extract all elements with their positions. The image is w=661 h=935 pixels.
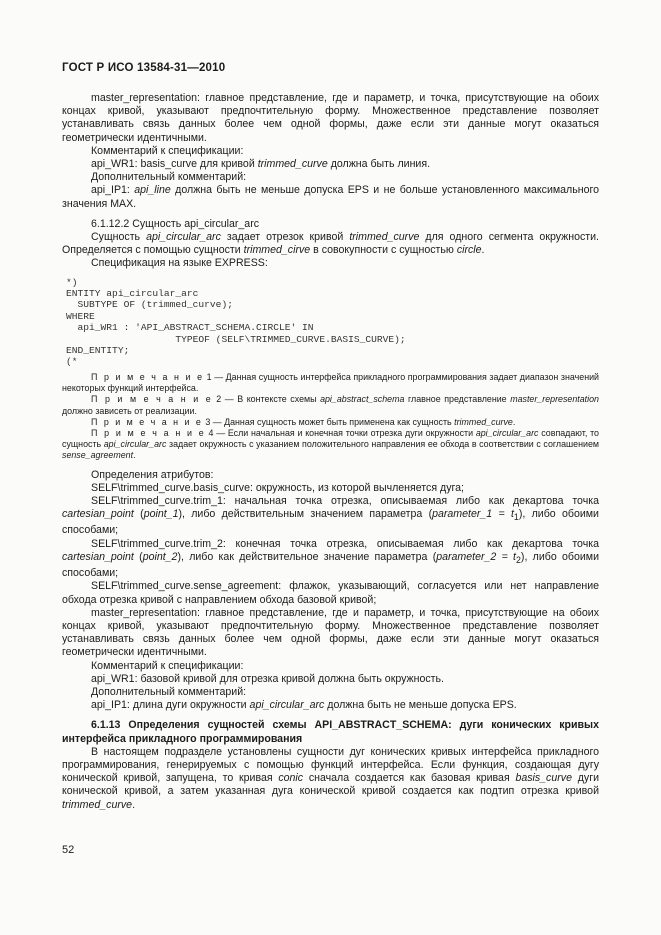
text-run: совпадают, то сущность xyxy=(62,427,599,450)
text-run: ( xyxy=(133,508,144,521)
italic-term: trimmed_cirve xyxy=(243,244,311,257)
italic-term: api_line xyxy=(134,184,171,197)
italic-term: point_1 xyxy=(143,508,179,521)
paragraph-master-representation-2: master_representation: главное представление, где и параметр, и точка, присутствующие на обоих концах кривой, указывают предпочтительную форму. Множественное представление позволяет устанавливать связь данных более чем одной формы, даже если эти данные могут оказаться геометрически идентичными. xyxy=(62,606,599,659)
italic-term: api_circular_arc xyxy=(103,439,167,450)
italic-term: trimmed_curve xyxy=(257,158,328,171)
italic-term: sense_agreement xyxy=(62,450,134,461)
paragraph-sense-agreement: SELF\trimmed_curve.sense_agreement: флажок, указывающий, согласуется или нет направление обхода отрезка кривой с направлением обхода базовой кривой; xyxy=(62,580,599,606)
italic-term: trimmed_curve xyxy=(62,798,133,811)
text-run: api_IP1: длина дуги окружности xyxy=(91,699,250,712)
paragraph-express-spec-label: Спецификация на языке EXPRESS: xyxy=(91,257,268,270)
italic-term: api_abstract_schema xyxy=(320,394,405,405)
text-run: 3 — Данная сущность может быть применена как сущность xyxy=(202,416,455,427)
paragraph-trim-1 xyxy=(62,495,599,538)
paragraph-basis-curve: SELF\trimmed_curve.basis_curve: окружность, из которой вычленяется дуга; xyxy=(91,481,464,494)
text-run: ), либо как действительное значение параметра ( xyxy=(177,550,437,563)
text-run: 1 — Данная сущность интерфейса прикладного программирования задает диапазон значений некоторых функций интерфейса. xyxy=(62,371,600,394)
subsection-heading-circular-arc: 6.1.12.2 Сущность api_circular_arc xyxy=(91,217,260,230)
text-run: . xyxy=(133,450,136,461)
text-run: сначала создается как базовая кривая xyxy=(303,772,516,785)
note-4 xyxy=(62,428,599,462)
italic-term: cartesian_point xyxy=(62,550,134,563)
text-run: SELF\trimmed_curve.trim_2: конечная точка отрезка, описываемая либо как декартова точка xyxy=(91,537,599,550)
text-run: ), либо обоими способами; xyxy=(62,508,599,537)
express-code-block: *) ENTITY api_circular_arc SUBTYPE OF (trimmed_curve); WHERE api_WR1 : 'API_ABSTRACT_SCHEMA.CIRCLE' IN TYPEOF (SELF\TRIMMED_CURVE.BASIS_CURVE); END_ENTITY; (* xyxy=(66,276,406,368)
text-run: ), либо обоими способами; xyxy=(62,550,599,580)
text-run: ), либо действительным значением параметра ( xyxy=(178,508,433,521)
note-label: П р и м е ч а н и е xyxy=(91,371,205,382)
text-run: дуги конической кривой, а затем указанная дуга конической кривой создается как подтип отрезка кривой xyxy=(62,772,599,798)
text-run: должна быть не меньше допуска EPS. xyxy=(324,699,517,712)
note-label: П р и м е ч а н и е xyxy=(91,416,203,427)
text-run: для одного сегмента окружности. Определяется с помощью сущности xyxy=(62,231,599,257)
note-label: П р и м е ч а н и е xyxy=(91,427,206,438)
italic-term: api_circular_arc xyxy=(249,699,325,712)
paragraph-conic-arcs xyxy=(62,746,599,812)
subscript: 1 xyxy=(513,512,519,523)
page-number: 52 xyxy=(62,844,75,856)
text-run: SELF\trimmed_curve.trim_1: начальная точка отрезка, описываемая либо как декартова точка xyxy=(91,494,599,507)
text-run: api_IP1: xyxy=(91,184,135,197)
subscript: 2 xyxy=(516,554,521,565)
italic-term: parameter_1 = t xyxy=(432,508,514,521)
note-2 xyxy=(62,394,599,416)
text-run: должна быть линия. xyxy=(327,158,431,171)
italic-term: trimmed_curve xyxy=(349,231,420,244)
text-run: задает отрезок кривой xyxy=(220,231,350,244)
text-run: . xyxy=(132,798,136,811)
text-run: Сущность xyxy=(91,231,147,244)
note-label: П р и м е ч а н и е xyxy=(91,394,213,405)
italic-term: trimmed_curve xyxy=(454,416,513,427)
italic-term: cartesian_point xyxy=(62,508,134,521)
italic-term: conic xyxy=(278,772,304,785)
text-run: главное представление xyxy=(404,394,511,405)
italic-term: api_circular_arc xyxy=(146,231,221,244)
paragraph-spec-comment-label: Комментарий к спецификации: xyxy=(91,144,244,157)
italic-term: master_representation xyxy=(510,394,599,405)
note-1 xyxy=(62,372,599,394)
paragraph-circular-arc-description xyxy=(62,231,599,257)
text-run: в совокупности с сущностью xyxy=(310,244,457,257)
page-body xyxy=(62,92,599,812)
section-heading-conic-arcs: 6.1.13 Определения сущностей схемы API_ABSTRACT_SCHEMA: дуги конических кривых интерфейса прикладного программирования xyxy=(62,719,599,745)
note-3 xyxy=(62,417,599,428)
text-run: . xyxy=(481,244,485,257)
paragraph-master-representation: master_representation: главное представление, где и параметр, и точка, присутствующие на обоих концах кривой, указывают предпочтительную форму. Множественное представление позволяет устанавливать связь данных более чем одной формы, даже если эти данные могут оказаться геометрически идентичными. xyxy=(62,92,599,144)
italic-term: point_2 xyxy=(142,550,178,563)
paragraph-api-ip1-2 xyxy=(62,699,599,712)
text-run: ( xyxy=(133,550,143,563)
text-run: задает окружность с указанием положительного направления ее обхода в соответствии с соглашением xyxy=(166,439,599,450)
paragraph-api-ip1 xyxy=(62,184,599,210)
paragraph-spec-comment-label-2: Комментарий к спецификации: xyxy=(91,659,244,672)
italic-term: basis_curve xyxy=(515,772,572,785)
text-run: должна быть не меньше допуска EPS и не больше установленного максимального значения MAX. xyxy=(62,184,599,210)
text-run: В настоящем подразделе установлены сущности дуг конических кривых интерфейса прикладного программирования, генерируемых с помощью функций интерфейса. Если функция, создающая дугу конической кривой, запущена, то кривая xyxy=(62,745,599,785)
text-run: должно зависеть от реализации. xyxy=(62,405,197,416)
paragraph-extra-comment-label-2: Дополнительный комментарий: xyxy=(91,685,247,698)
italic-term: parameter_2 = t xyxy=(436,550,516,563)
paragraph-attribute-definitions-label: Определения атрибутов: xyxy=(91,468,214,481)
text-run: . xyxy=(512,416,516,427)
text-run: api_WR1: basis_curve для кривой xyxy=(91,158,258,171)
paragraph-api-wr1 xyxy=(62,158,599,171)
text-run: 4 — Если начальная и конечная точки отрезка дуги окружности xyxy=(205,427,476,438)
paragraph-extra-comment-label: Дополнительный комментарий: xyxy=(91,171,247,184)
italic-term: api_circular_arc xyxy=(475,427,539,438)
standard-header: ГОСТ Р ИСО 13584-31—2010 xyxy=(62,62,226,74)
paragraph-trim-2 xyxy=(62,538,599,581)
italic-term: circle xyxy=(456,244,482,257)
paragraph-api-wr1-2: api_WR1: базовой кривой для отрезка кривой должна быть окружность. xyxy=(91,672,444,685)
text-run: 2 — В контексте схемы xyxy=(212,394,321,405)
